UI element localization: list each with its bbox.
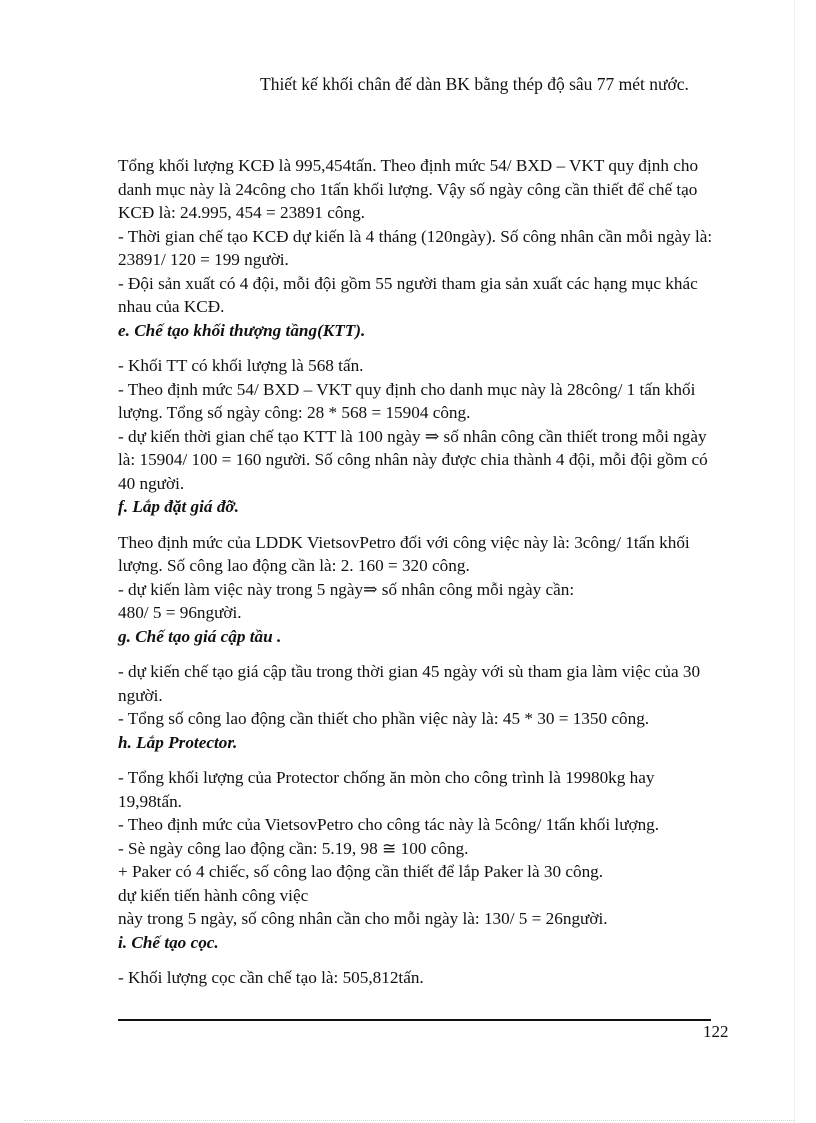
paragraph: - Tổng khối lượng của Protector chống ăn mòn cho công trình là 19980kg hay 19,98tấn. [118,768,655,811]
paragraph: 480/ 5 = 96người. [118,603,242,622]
paragraph: - dự kiến chế tạo giá cập tầu trong thời gian 45 ngày với sù tham gia làm việc của 30 người. [118,662,701,705]
paragraph: - Thời gian chế tạo KCĐ dự kiến là 4 tháng (120ngày). Số công nhân cần mỗi ngày là: 23891/ 120 = 199 người. [118,226,713,269]
section-heading-g: g. Chế tạo giá cập tầu . [118,626,282,646]
section-heading-i: i. Chế tạo cọc. [118,932,219,952]
document-body [118,154,718,990]
paragraph: - Sè ngày công lao động cần: 5.19, 98 ≅ 100 công. [118,838,469,858]
paragraph: - Theo định mức của VietsovPetro cho công tác này là 5công/ 1tấn khối lượng. [118,815,660,834]
section-heading-h: h. Lắp Protector. [118,732,238,752]
section-heading-e: e. Chế tạo khối thượng tầng(KTT). [118,320,366,340]
paragraph: Tổng khối lượng KCĐ là 995,454tấn. Theo định mức 54/ BXD – VKT quy định cho danh mục này là 24công cho 1tấn khối lượng. Vậy số ngày công cần thiết để chế tạo KCĐ là: 24.995, 454 = 23891 công. [118,156,699,222]
paragraph: Theo định mức của LDDK VietsovPetro đối với công việc này là: 3công/ 1tấn khối lượng. Số công lao động cần là: 2. 160 = 320 công. [118,532,690,575]
page-edge-bottom [24,1120,794,1121]
page-number: 122 [703,1022,729,1041]
page-header: Thiết kế khối chân đế dàn BK bằng thép độ sâu 77 mét nước. [260,74,689,94]
paragraph: - Khối lượng cọc cần chế tạo là: 505,812tấn. [118,968,424,987]
paragraph: - Khối TT có khối lượng là 568 tấn. [118,356,364,375]
page-edge-right [794,0,795,1123]
paragraph: - dự kiến thời gian chế tạo KTT là 100 ngày ⇒ số nhân công cần thiết trong mỗi ngày là: 15904/ 100 = 160 người. Số công nhân này được chia thành 4 đội, mỗi đội gồm có 40 người. [118,426,708,493]
paragraph: dự kiến tiến hành công việc [118,885,309,905]
paragraph: - dự kiến làm việc này trong 5 ngày⇒ số nhân công mỗi ngày cần: [118,579,575,599]
paragraph: - Theo định mức 54/ BXD – VKT quy định cho danh mục này là 28công/ 1 tấn khối lượng. Tổng số ngày công: 28 * 568 = 15904 công. [118,379,696,422]
paragraph: + Paker có 4 chiếc, số công lao động cần thiết để lắp Paker là 30 công. [118,862,604,881]
paragraph: - Đội sản xuất có 4 đội, mỗi đội gồm 55 người tham gia sản xuất các hạng mục khác nhau của KCĐ. [118,273,698,316]
paragraph: này trong 5 ngày, số công nhân cần cho mỗi ngày là: 130/ 5 = 26người. [118,909,608,928]
footer-divider [118,1019,711,1021]
section-heading-f: f. Lắp đặt giá đỡ. [118,497,239,516]
paragraph: - Tổng số công lao động cần thiết cho phần việc này là: 45 * 30 = 1350 công. [118,709,650,728]
